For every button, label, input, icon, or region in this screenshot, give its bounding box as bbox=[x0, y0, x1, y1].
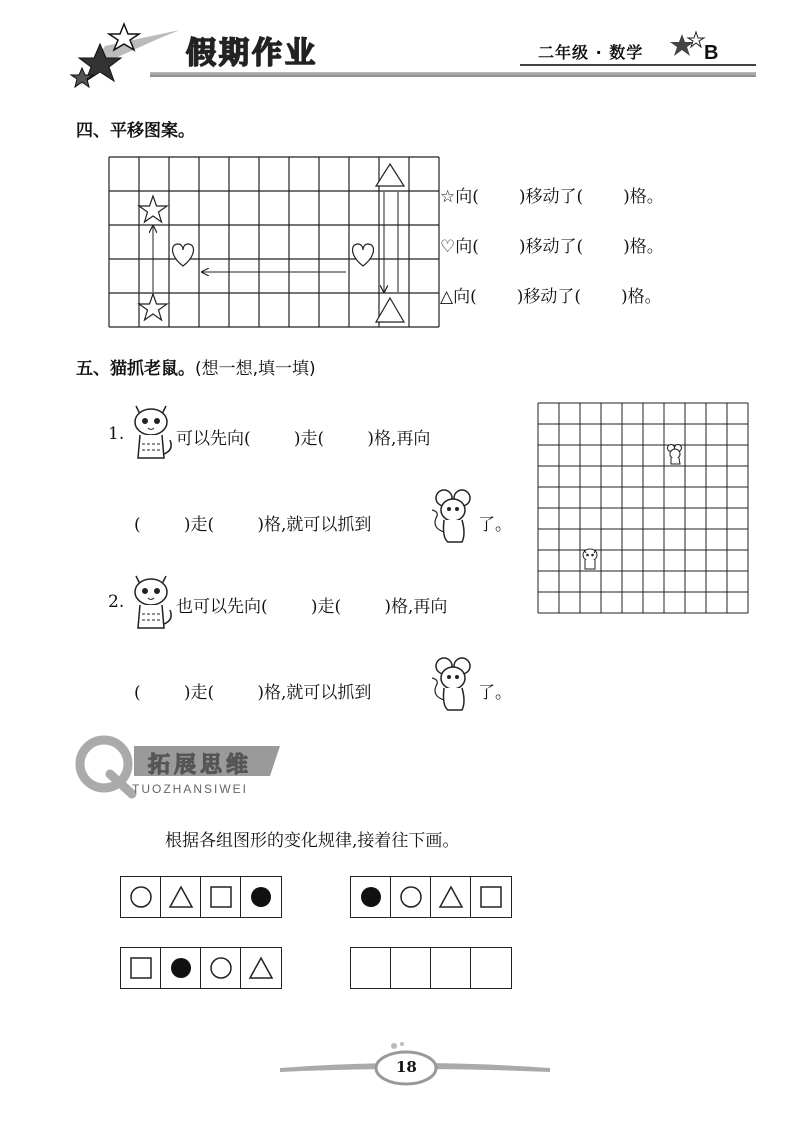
pattern-sequence bbox=[120, 876, 282, 918]
header-divider-top bbox=[520, 64, 756, 66]
section4-line-star: ☆向( )移动了( )格。 bbox=[440, 187, 664, 207]
pattern-sequence bbox=[120, 947, 282, 989]
question1-line1: 可以先向( )走( )格,再向 bbox=[176, 429, 431, 449]
question2-line1: 也可以先向( )走( )格,再向 bbox=[176, 597, 448, 617]
circle-icon bbox=[121, 877, 161, 917]
question1-line2-end: 了。 bbox=[478, 515, 512, 535]
pattern-answer-row[interactable] bbox=[350, 947, 512, 989]
grid-cat-icon bbox=[583, 549, 597, 569]
question2-line2: ( )走( )格,就可以抓到 bbox=[134, 683, 372, 703]
circle-icon bbox=[391, 877, 431, 917]
header-stars-logo bbox=[60, 16, 190, 96]
page-number: 18 bbox=[396, 1058, 417, 1076]
triangle-icon bbox=[161, 877, 201, 917]
square-icon bbox=[201, 877, 241, 917]
triangle-icon bbox=[241, 948, 281, 988]
answer-cell[interactable] bbox=[391, 948, 431, 988]
triangle-shape-top bbox=[376, 164, 404, 186]
mouse-icon bbox=[428, 488, 478, 548]
header-star-icon bbox=[668, 30, 708, 66]
dot-icon bbox=[351, 877, 391, 917]
extension-banner-title: 拓展思维 bbox=[148, 753, 253, 778]
cat-icon bbox=[126, 400, 176, 466]
dot-icon bbox=[241, 877, 281, 917]
triangle-icon bbox=[431, 877, 471, 917]
header-title: 假期作业 bbox=[186, 36, 318, 71]
section5-title: 五、猫抓老鼠。(想一想,填一填) bbox=[76, 359, 316, 379]
header-edition: B bbox=[704, 42, 719, 64]
section4-title: 四、平移图案。 bbox=[76, 121, 195, 141]
translation-grid bbox=[108, 156, 440, 330]
question1-number: 1. bbox=[108, 424, 125, 444]
header-subtitle: 二年级 · 数学 bbox=[538, 43, 644, 62]
circle-icon bbox=[201, 948, 241, 988]
mouse-icon bbox=[428, 656, 478, 716]
star-shape-bottom bbox=[139, 294, 167, 320]
square-icon bbox=[121, 948, 161, 988]
answer-cell[interactable] bbox=[431, 948, 471, 988]
star-shape-top bbox=[139, 196, 167, 222]
grid-mouse-icon bbox=[668, 445, 682, 465]
triangle-shape-bottom bbox=[376, 298, 404, 322]
heart-shape-right bbox=[353, 244, 374, 266]
pattern-sequence bbox=[350, 876, 512, 918]
question1-line2: ( )走( )格,就可以抓到 bbox=[134, 515, 372, 535]
header-divider bbox=[150, 72, 756, 77]
answer-cell[interactable] bbox=[351, 948, 391, 988]
section4-line-triangle: △向( )移动了( )格。 bbox=[440, 287, 662, 307]
answer-cell[interactable] bbox=[471, 948, 511, 988]
dot-icon bbox=[161, 948, 201, 988]
heart-shape-left bbox=[173, 244, 194, 266]
section4-line-heart: ♡向( )移动了( )格。 bbox=[440, 237, 664, 257]
extension-instruction: 根据各组图形的变化规律,接着往下画。 bbox=[165, 831, 460, 851]
square-icon bbox=[471, 877, 511, 917]
question2-number: 2. bbox=[108, 592, 125, 612]
cat-mouse-grid bbox=[537, 402, 749, 614]
question2-line2-end: 了。 bbox=[478, 683, 512, 703]
extension-banner-pinyin: TUOZHANSIWEI bbox=[132, 782, 248, 796]
cat-icon bbox=[126, 570, 176, 636]
